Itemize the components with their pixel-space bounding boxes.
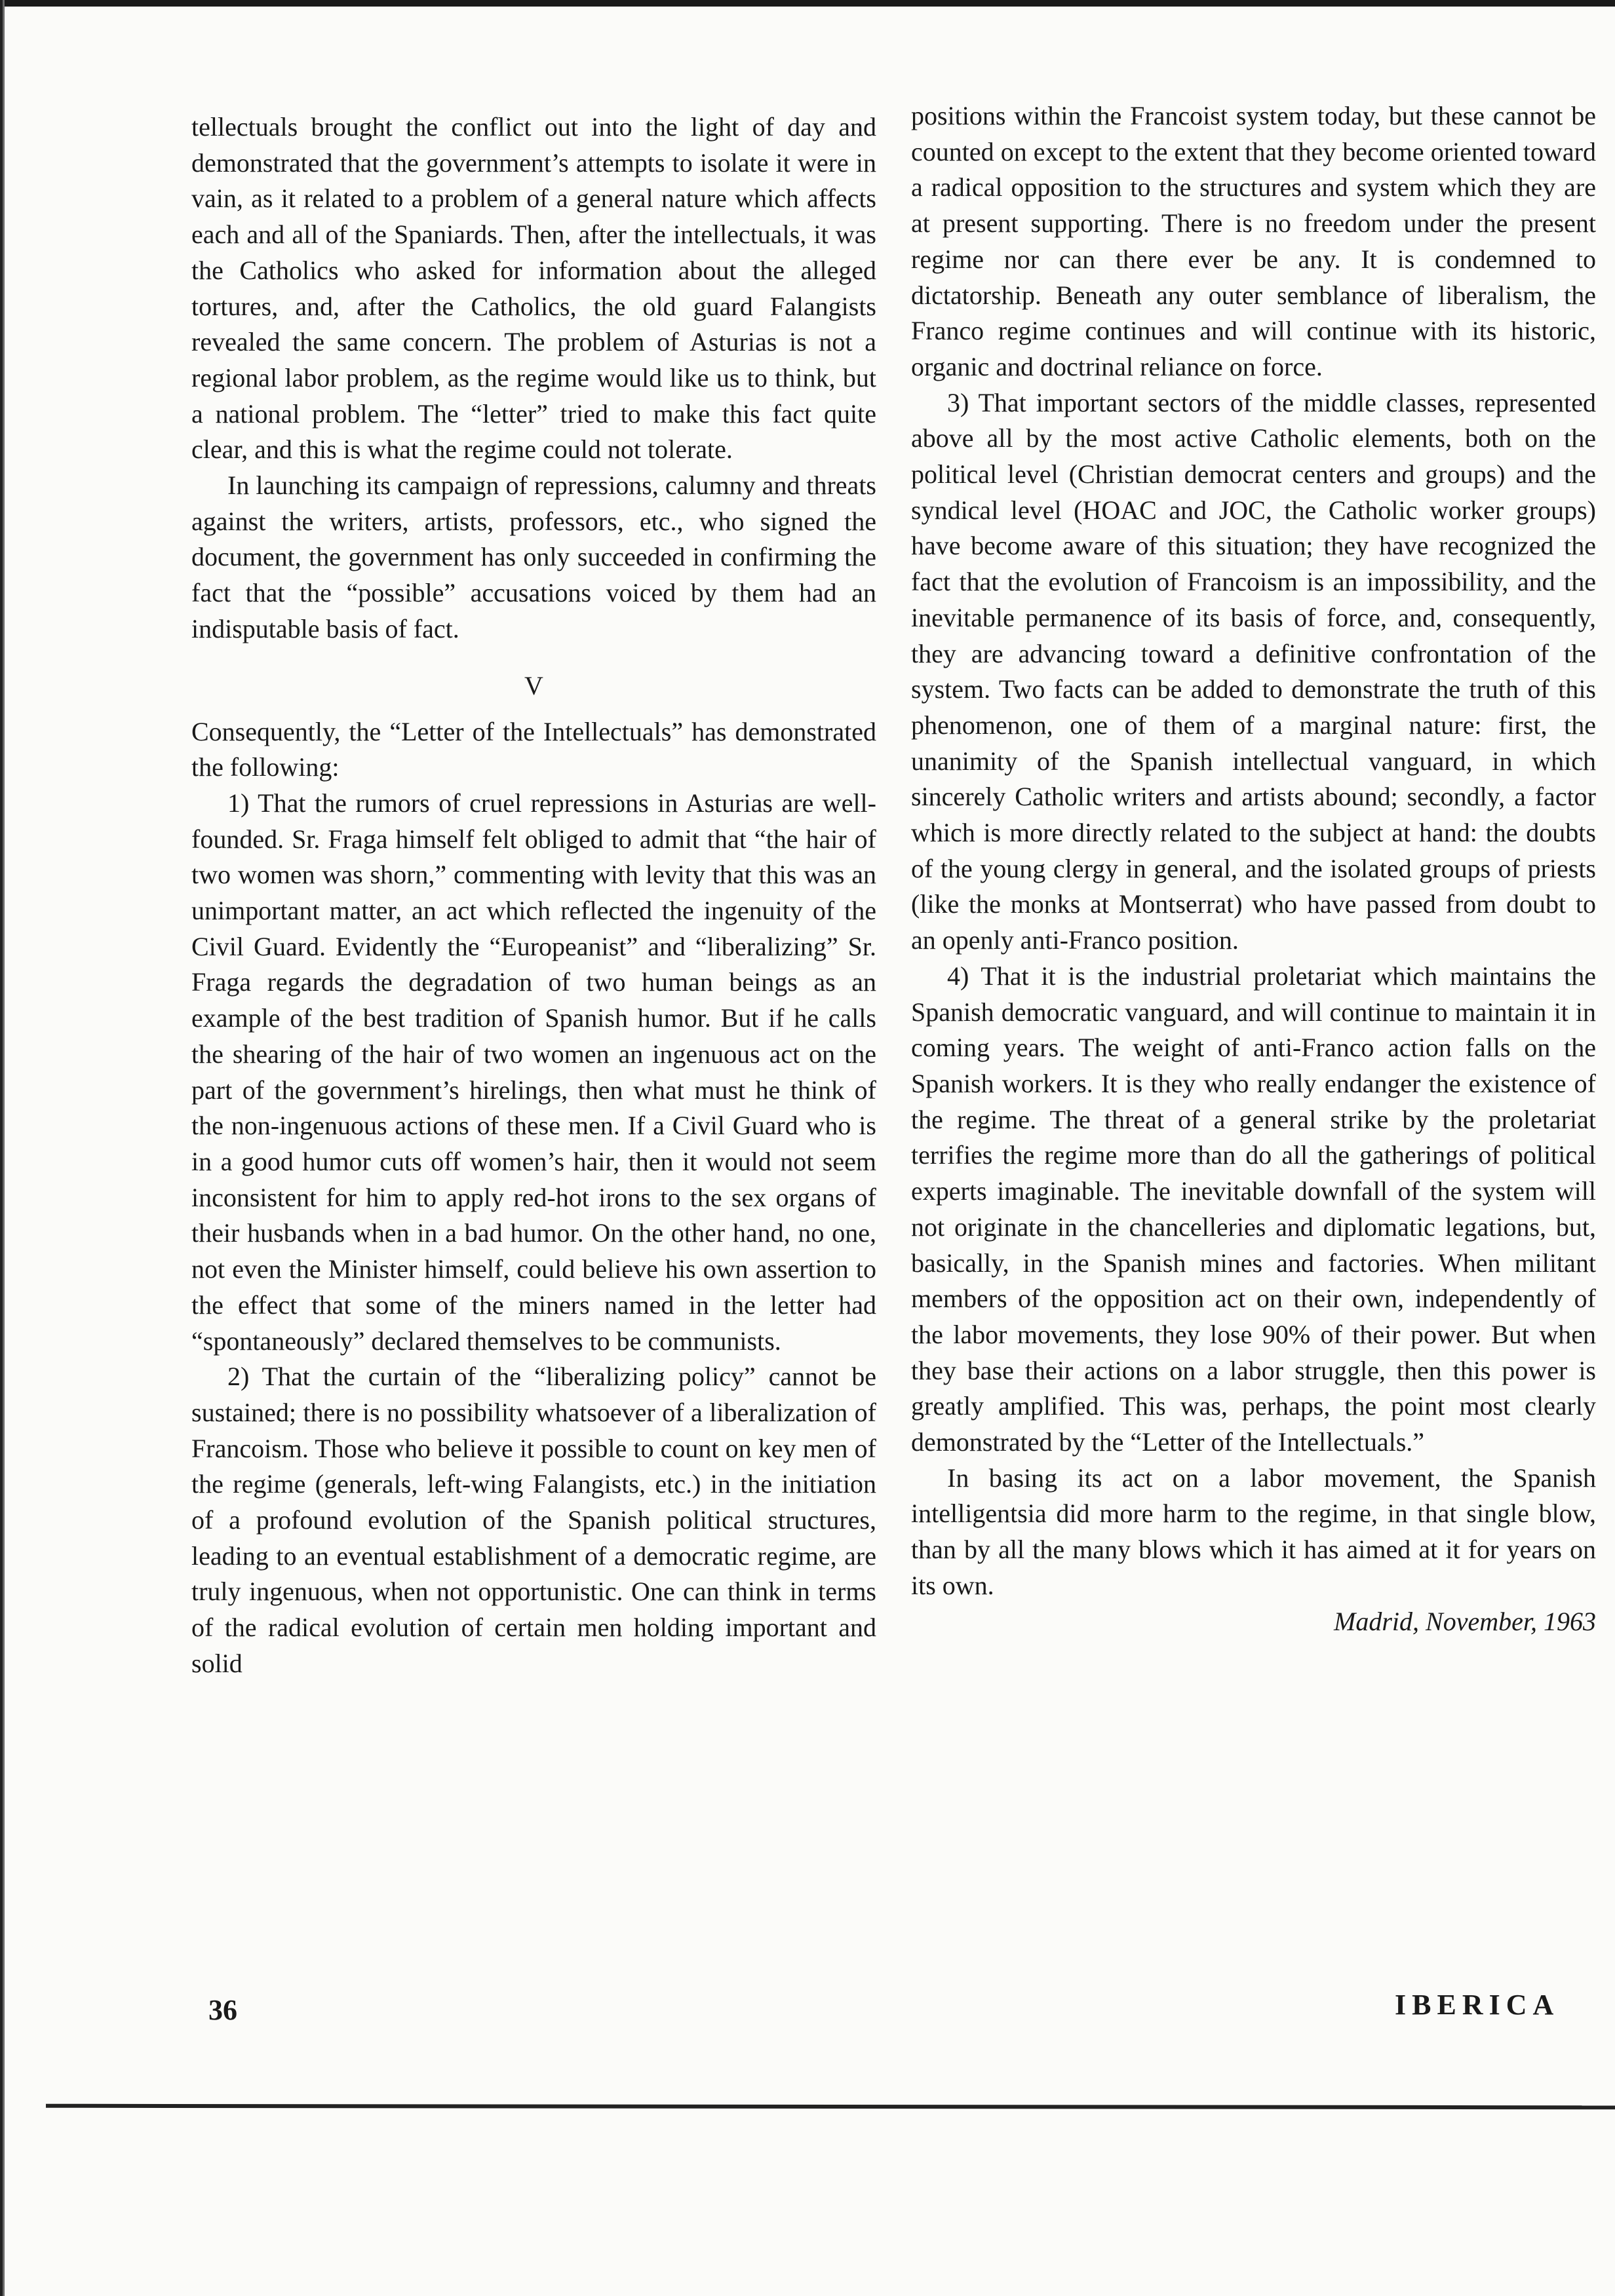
right-column — [911, 98, 1596, 1639]
left-column — [191, 109, 876, 1682]
page-number: 36 — [208, 1994, 237, 2026]
left-paragraph-4: 1) That the rumors of cruel repressions in Asturias are well-founded. Sr. Fraga himself felt obliged to admit that “the hair of two women was shorn,” commenting with levity that this was an unimportant matter, an act which reflected the ingenuity of the Civil Guard. Evidently the “Europeanist” and “liberalizing” Sr. Fraga regards the degradation of two human beings as an example of the best tradition of Spanish humor. But if he calls the shearing of the hair of two women an ingenuous act on the part of the government’s hirelings, then what must he think of the non-ingenuous actions of these men. If a Civil Guard who is in a good humor cuts off women’s hair, then it would not seem inconsistent for him to apply red-hot irons to the sex organs of their husbands when in a bad humor. On the other hand, no one, not even the Minister himself, could believe his own assertion to the effect that some of the miners named in the letter had “spontaneously” declared themselves to be communists. — [191, 788, 876, 1356]
right-paragraph-3: 4) That it is the industrial proletariat which maintains the Spanish democratic vanguard, and will continue to maintain it in coming years. The weight of anti-Franco action falls on the Spanish workers. It is they who really endanger the existence of the regime. The threat of a general strike by the proletariat terrifies the regime more than do all the gatherings of political experts imaginable. The inevitable downfall of the system will not originate in the chancelleries and diplomatic legations, but, basically, in the Spanish mines and factories. When militant members of the opposition act on their own, independently of the labor movements, they lose 90% of their power. But when they base their actions on a labor struggle, then this power is greatly amplified. This was, perhaps, the point most clearly demonstrated by the “Letter of the Intellectuals.” — [911, 961, 1596, 1457]
right-paragraph-4: In basing its act on a labor movement, the Spanish intelligentsia did more harm to the regime, in that single blow, than by all the many blows which it has aimed at it for years on its own. — [911, 1463, 1596, 1600]
section-heading: V — [524, 670, 543, 700]
left-paragraph-5: 2) That the curtain of the “liberalizing policy” cannot be sustained; there is no possibility whatsoever of a liberalization of Francoism. Those who believe it possible to count on key men of the regime (generals, left-wing Falangists, etc.) in the initiation of a profound evolution of the Spanish political structures, leading to an eventual establishment of a democratic regime, are truly ingenuous, when not opportunistic. One can think in terms of the radical evolution of certain men holding important and solid — [191, 1362, 876, 1678]
publication-name: IBERICA — [1395, 1989, 1560, 2021]
dateline: Madrid, November, 1963 — [1334, 1606, 1596, 1636]
right-paragraph-1: positions within the Francoist system today, but these cannot be counted on except to the extent that they become oriented toward a radical opposition to the structures and system which they are at present supporting. There is no freedom under the present regime nor can there ever be any. It is condemned to dictatorship. Beneath any outer semblance of liberalism, the Franco regime continues and will continue with its historic, organic and doctrinal reliance on force. — [911, 101, 1596, 381]
right-paragraph-2: 3) That important sectors of the middle classes, represented above all by the most active Catholic elements, both on the political level (Christian democrat centers and groups) and the syndical level (HOAC and JOC, the Catholic worker groups) have become aware of this situation; they have recognized the fact that the evolution of Francoism is an impossibility, and the inevitable permanence of its basis of force, and, consequently, they are advancing toward a definitive confrontation of the system. Two facts can be added to demonstrate the truth of this phenomenon, one of them of a marginal nature: first, the unanimity of the Spanish intellectual vanguard, in which sincerely Catholic writers and artists abound; secondly, a factor which is more directly related to the subject at hand: the doubts of the young clergy in general, and the isolated groups of priests (like the monks at Montserrat) who have passed from doubt to an openly anti-Franco position. — [911, 387, 1596, 955]
scan-top-border — [0, 0, 1615, 7]
left-paragraph-3: Consequently, the “Letter of the Intellectuals” has demonstrated the following: — [191, 716, 876, 782]
bottom-rule — [46, 2104, 1615, 2110]
scan-left-border — [0, 0, 8, 2296]
left-paragraph-1: tellectuals brought the conflict out into the light of day and demonstrated that the government’s attempts to isolate it were in vain, as it related to a problem of a general nature which affects each and all of the Spaniards. Then, after the intellectuals, it was the Catholics who asked for information about the alleged tortures, and, after the Catholics, the old guard Falangists revealed the same concern. The problem of Asturias is not a regional labor problem, as the regime would like us to think, but a national problem. The “letter” tried to make this fact quite clear, and this is what the regime could not tolerate. — [191, 112, 876, 465]
left-paragraph-2: In launching its campaign of repressions, calumny and threats against the writers, artists, professors, etc., who signed the document, the government has only succeeded in confirming the fact that the “possible” accusations voiced by them had an indisputable basis of fact. — [191, 470, 876, 643]
